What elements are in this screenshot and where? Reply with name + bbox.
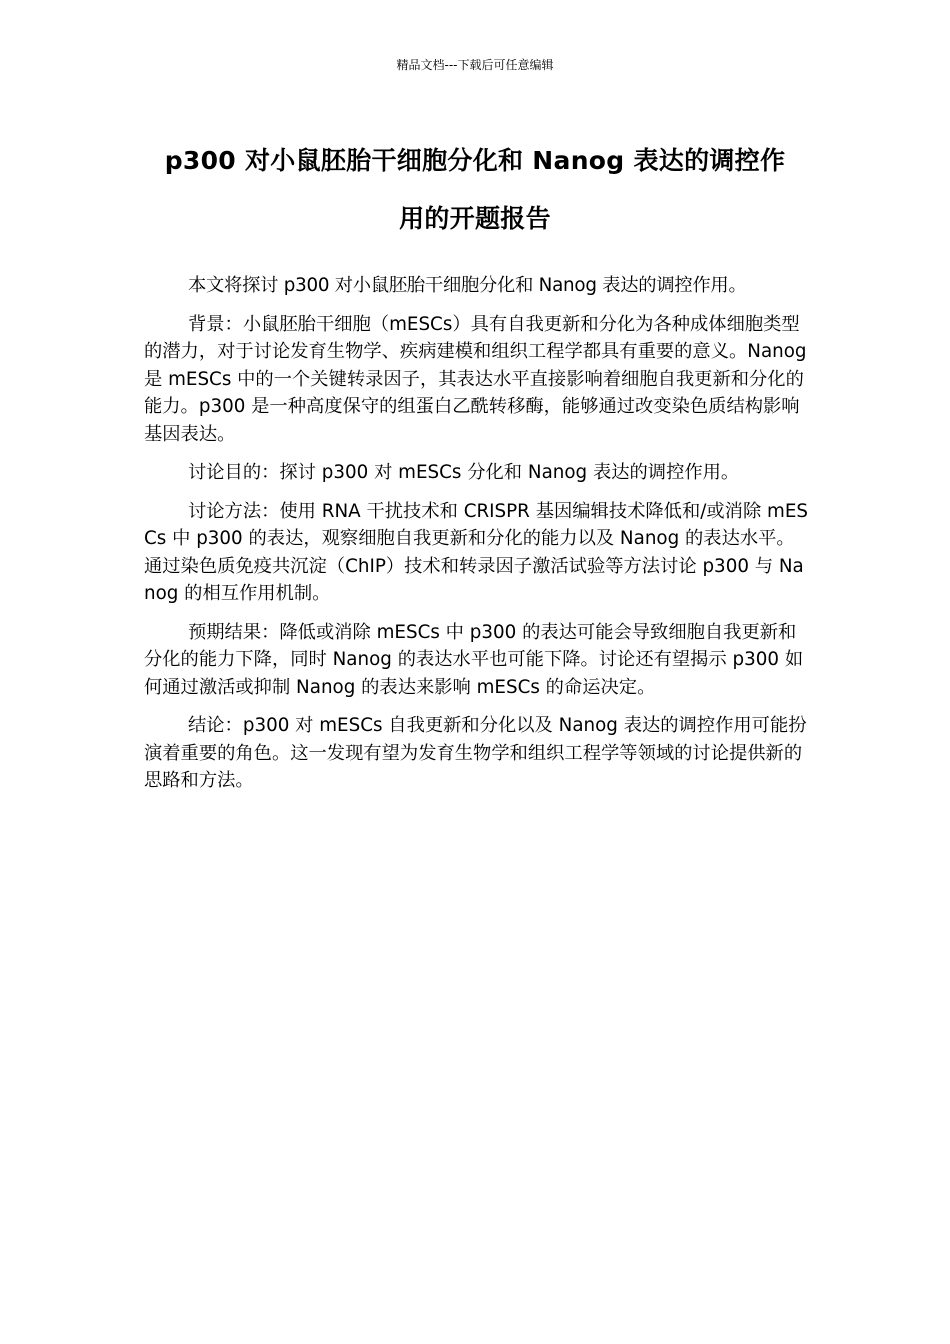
conclusion-paragraph: 结论：p300 对 mESCs 自我更新和分化以及 Nanog 表达的调控作用可能扮演着重要的角色。这一发现有望为发育生物学和组织工程学等领域的讨论提供新的思路和方法。 (144, 715, 807, 791)
document-body (144, 272, 812, 806)
expected-results-paragraph: 预期结果：降低或消除 mESCs 中 p300 的表达可能会导致细胞自我更新和分化的能力下降，同时 Nanog 的表达水平也可能下降。讨论还有望揭示 p300 如何通过激活或抑制 Nanog 的表达来影响 mESCs 的命运决定。 (144, 621, 804, 698)
methods-paragraph: 讨论方法：使用 RNA 干扰技术和 CRISPR 基因编辑技术降低和/或消除 mESCs 中 p300 的表达，观察细胞自我更新和分化的能力以及 Nanog 的表达水平。通过染色质免疫共沉淀（ChIP）技术和转录因子激活试验等方法讨论 p300 与 Nanog 的相互作用机制。 (144, 500, 808, 604)
background-paragraph: 背景：小鼠胚胎干细胞（mESCs）具有自我更新和分化为各种成体细胞类型的潜力，对于讨论发育生物学、疾病建模和组织工程学都具有重要的意义。Nanog 是 mESCs 中的一个关键转录因子，其表达水平直接影响着细胞自我更新和分化的能力。p300 是一种高度保守的组蛋白乙酰转移酶，能够通过改变染色质结构影响基因表达。 (144, 313, 807, 445)
purpose-paragraph: 讨论目的：探讨 p300 对 mESCs 分化和 Nanog 表达的调控作用。 (188, 462, 740, 483)
title-line-2: 用的开题报告 (399, 204, 551, 233)
document-title (140, 132, 810, 248)
title-line-1: p300 对小鼠胚胎干细胞分化和 Nanog 表达的调控作 (164, 146, 786, 175)
header-note: 精品文档---下载后可任意编辑 (396, 58, 554, 72)
intro-paragraph: 本文将探讨 p300 对小鼠胚胎干细胞分化和 Nanog 表达的调控作用。 (188, 275, 747, 296)
